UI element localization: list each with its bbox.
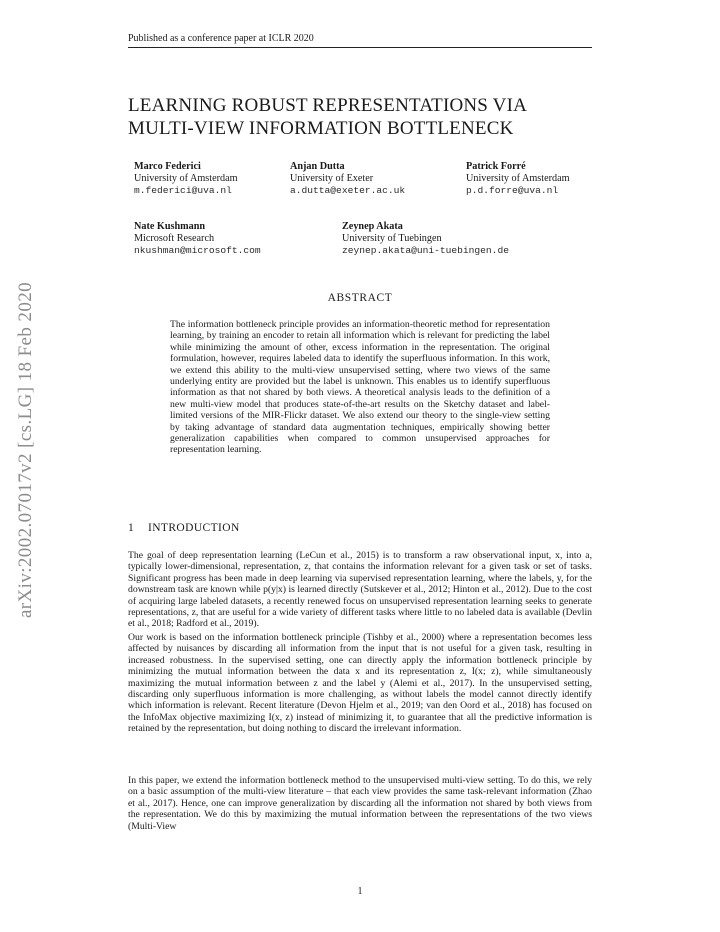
arxiv-stamp — [4, 250, 48, 650]
author-name: Patrick Forré — [466, 161, 526, 172]
author-email[interactable]: a.dutta@exeter.ac.uk — [290, 185, 406, 196]
arxiv-id: arXiv:2002.07017v2 [cs.LG] 18 Feb 2020 — [15, 281, 36, 619]
paper-title — [128, 94, 598, 140]
author-name: Nate Kushmann — [134, 221, 206, 232]
title-line-1: LEARNING ROBUST REPRESENTATIONS VIA — [128, 95, 528, 116]
paragraph: Our work is based on the information bottleneck principle (Tishby et al., 2000) where a representation becomes less affected by nuisances by discarding all information from the input that is not useful for a given task, resulting in increased robustness. In the supervised setting, one can directly apply the information bottleneck principle by minimizing the mutual information between the data x and its representation z, I(x; z), while simultaneously maximizing the mutual information between z and the label y (Alemi et al., 2017). In the unsupervised setting, discarding only superfluous information is more challenging, as without labels the model cannot directly identify which information is relevant. Recent literature (Devon Hjelm et al., 2019; van den Oord et al., 2018) has focused on the InfoMax objective maximizing I(x, z) instead of minimizing it, to guarantee that all the predictive information is retained by the representation, but doing nothing to discard the irrelevant information. — [128, 632, 592, 735]
author-block — [342, 221, 509, 257]
author-block — [466, 161, 570, 197]
author-block — [134, 221, 261, 257]
paragraph: In this paper, we extend the information bottleneck method to the unsupervised multi-view setting. To do this, we rely on a basic assumption of the multi-view literature – that each view provides the same task-relevant information (Zhao et al., 2017). Hence, one can improve generalization by discarding all the information not shared by both views from the representation. We do this by maximizing the mutual information between the representations of the two views (Multi-View — [128, 775, 592, 832]
section-title: INTRODUCTION — [148, 522, 240, 534]
section-heading — [128, 522, 240, 534]
header-rule — [128, 47, 592, 48]
abstract-heading: ABSTRACT — [327, 292, 393, 304]
author-email[interactable]: nkushman@microsoft.com — [134, 245, 261, 256]
author-block — [290, 161, 405, 197]
section-number: 1 — [128, 522, 135, 534]
author-email[interactable]: m.federici@uva.nl — [134, 185, 232, 196]
page-number: 1 — [357, 886, 363, 897]
author-block — [134, 161, 238, 197]
title-line-2: MULTI-VIEW INFORMATION BOTTLENECK — [128, 118, 514, 139]
author-affiliation: University of Tuebingen — [342, 233, 442, 244]
author-email[interactable]: p.d.forre@uva.nl — [466, 185, 559, 196]
author-affiliation: Microsoft Research — [134, 233, 215, 244]
author-name: Marco Federici — [134, 161, 201, 172]
author-name: Anjan Dutta — [290, 161, 345, 172]
running-header: Published as a conference paper at ICLR 2020 — [128, 33, 314, 44]
author-name: Zeynep Akata — [342, 221, 403, 232]
author-affiliation: University of Exeter — [290, 173, 374, 184]
abstract-body: The information bottleneck principle provides an information-theoretic method for representation learning, by training an encoder to retain all information which is relevant for predicting the label while minimizing the amount of other, excess information in the representation. The original formulation, however, requires labeled data to identify the superfluous information. In this work, we extend this ability to the multi-view unsupervised setting, where two views of the same underlying entity are provided but the label is unknown. This enables us to identify superfluous information as that not shared by both views. A theoretical analysis leads to the definition of a new multi-view model that produces state-of-the-art results on the Sketchy dataset and label-limited versions of the MIR-Flickr dataset. We also extend our theory to the single-view setting by taking advantage of standard data augmentation techniques, empirically showing better generalization capabilities when compared to common unsupervised approaches for representation learning. — [170, 319, 550, 456]
author-affiliation: University of Amsterdam — [134, 173, 238, 184]
paragraph: The goal of deep representation learning (LeCun et al., 2015) is to transform a raw observational input, x, into a, typically lower-dimensional, representation, z, that contains the information relevant for a given task or set of tasks. Significant progress has been made in deep learning via supervised representation learning, where the labels, y, for the downstream task are known while p(y|x) is learned directly (Sutskever et al., 2012; Hinton et al., 2012). Due to the cost of acquiring large labeled datasets, a recently renewed focus on unsupervised representation learning seeks to generate representations, z, that are useful for a wide variety of different tasks where little to no labeled data is available (Devlin et al., 2018; Radford et al., 2019). — [128, 550, 592, 630]
author-affiliation: University of Amsterdam — [466, 173, 570, 184]
author-email[interactable]: zeynep.akata@uni-tuebingen.de — [342, 245, 509, 256]
